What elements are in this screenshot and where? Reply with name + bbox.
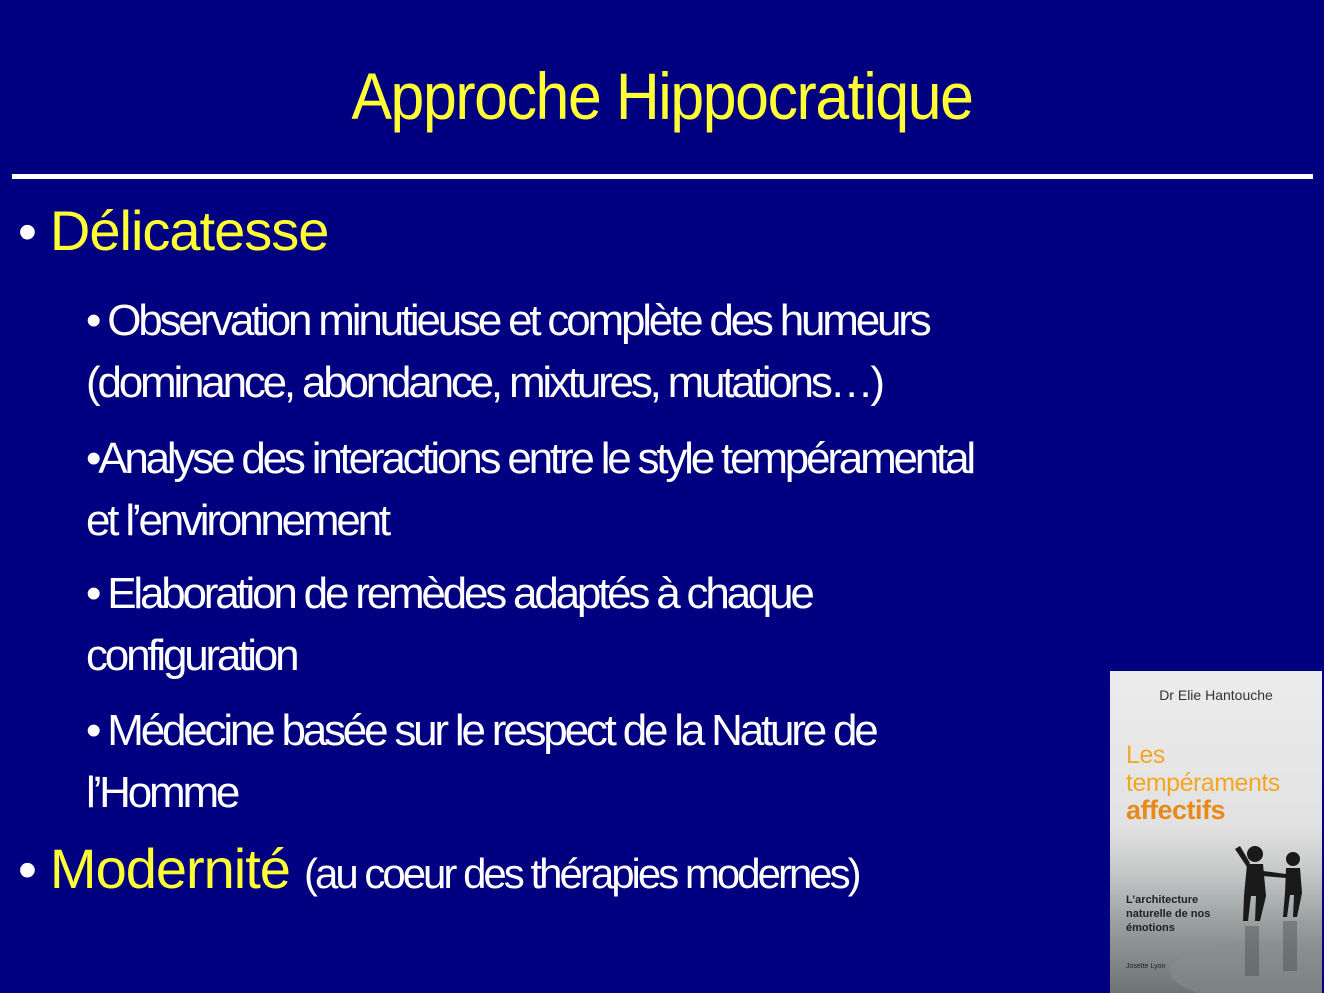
title-divider — [12, 174, 1313, 179]
book-title-line: affectifs — [1126, 795, 1226, 825]
book-title-line: tempéraments — [1126, 769, 1280, 797]
bullet-note: (au coeur des thérapies modernes) — [303, 850, 859, 897]
sub-bullet-line: Elaboration de remèdes adaptés à chaque — [107, 569, 812, 618]
bullet-marker: • — [86, 296, 99, 345]
sub-bullet-observation — [86, 290, 929, 414]
bullet-modernite — [18, 836, 859, 901]
sub-bullet-line: Médecine basée sur le respect de la Nature de — [107, 706, 876, 755]
bullet-keyword: Modernité — [49, 837, 290, 900]
bullet-marker: • — [18, 840, 36, 900]
bullet-keyword: Délicatesse — [49, 199, 329, 262]
sub-bullet-line: (dominance, abondance, mixtures, mutations…) — [86, 358, 882, 407]
bullet-marker: • — [86, 706, 99, 755]
children-silhouette-icon — [1110, 671, 1322, 993]
book-author: Dr Elie Hantouche — [1159, 687, 1273, 703]
sub-bullet-line: Observation minutieuse et complète des humeurs — [107, 296, 929, 345]
sub-bullet-line: l’Homme — [86, 768, 238, 817]
sub-bullet-line: configuration — [86, 631, 297, 680]
bullet-marker: • — [86, 434, 99, 483]
bullet-marker: • — [86, 569, 99, 618]
bullet-marker: • — [18, 202, 36, 262]
book-publisher: Josette Lyon — [1126, 963, 1166, 970]
slide-title: Approche Hippocratique — [351, 59, 973, 133]
sub-bullet-elaboration — [86, 563, 812, 687]
book-cover-image — [1110, 671, 1322, 993]
book-title-line: Les — [1126, 741, 1165, 769]
sub-bullet-line: Analyse des interactions entre le style tempéramental — [98, 434, 973, 483]
sub-bullet-line: et l’environnement — [86, 496, 388, 545]
sub-bullet-medecine — [86, 700, 876, 824]
book-subtitle: L’architecture naturelle de nos émotions — [1126, 894, 1211, 934]
sub-bullet-analyse — [86, 428, 973, 552]
bullet-delicatesse — [18, 198, 328, 263]
